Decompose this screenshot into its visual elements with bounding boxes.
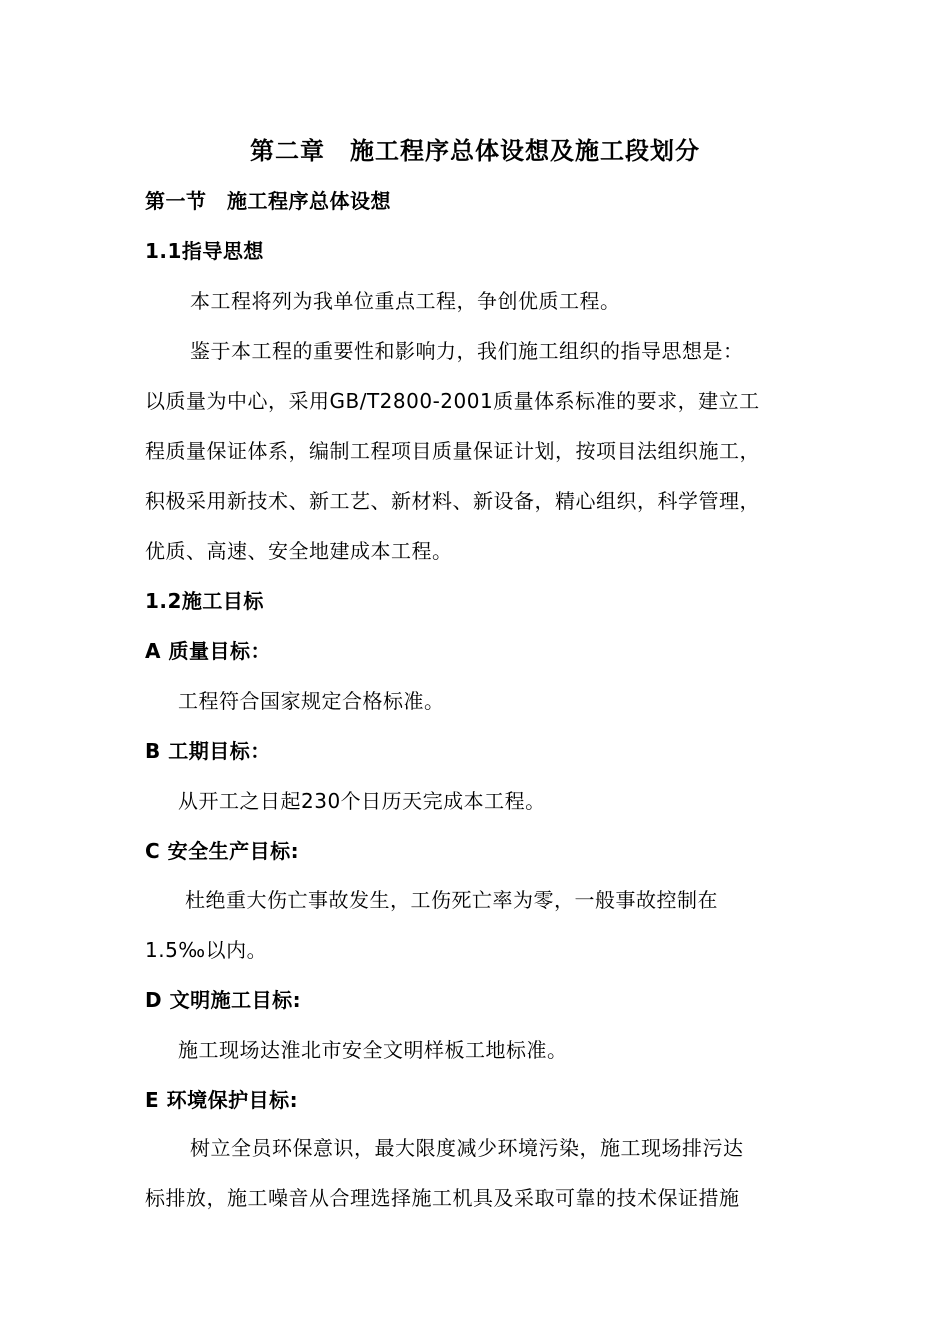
paragraph-1-1-2-line1: 鉴于本工程的重要性和影响力，我们施工组织的指导思想是：	[190, 339, 744, 363]
civilized-construction-goal-text: 施工现场达淮北市安全文明样板工地标准。	[178, 1038, 568, 1062]
heading-safety-goal: C 安全生产目标:	[145, 839, 300, 863]
safety-goal-text-line2: 1.5‰以内。	[145, 938, 268, 962]
heading-1-2: 1.2施工目标	[145, 589, 264, 613]
safety-goal-text-line1: 杜绝重大伤亡事故发生，工伤死亡率为零，一般事故控制在	[185, 888, 718, 912]
environment-goal-text-line2: 标排放，施工噪音从合理选择施工机具及采取可靠的技术保证措施	[145, 1186, 740, 1210]
paragraph-1-1-2-line3: 程质量保证体系，编制工程项目质量保证计划，按项目法组织施工，	[145, 439, 760, 463]
section-title: 第一节 施工程序总体设想	[145, 189, 391, 213]
paragraph-1-1-2-line4: 积极采用新技术、新工艺、新材料、新设备，精心组织，科学管理，	[145, 489, 760, 513]
heading-civilized-construction-goal: D 文明施工目标:	[145, 988, 302, 1012]
quality-goal-text: 工程符合国家规定合格标准。	[178, 689, 445, 713]
heading-schedule-goal: B 工期目标：	[145, 739, 271, 763]
chapter-title: 第二章 施工程序总体设想及施工段划分	[250, 137, 700, 165]
paragraph-1-1-1: 本工程将列为我单位重点工程，争创优质工程。	[190, 289, 621, 313]
paragraph-1-1-2-line5: 优质、高速、安全地建成本工程。	[145, 539, 453, 563]
heading-quality-goal: A 质量目标：	[145, 639, 271, 663]
schedule-goal-text: 从开工之日起230个日历天完成本工程。	[178, 789, 546, 813]
heading-1-1: 1.1指导思想	[145, 239, 264, 263]
paragraph-1-1-2-line2: 以质量为中心，采用GB/T2800-2001质量体系标准的要求，建立工	[145, 389, 760, 413]
environment-goal-text-line1: 树立全员环保意识，最大限度减少环境污染，施工现场排污达	[190, 1136, 744, 1160]
heading-environment-goal: E 环境保护目标:	[145, 1088, 299, 1112]
